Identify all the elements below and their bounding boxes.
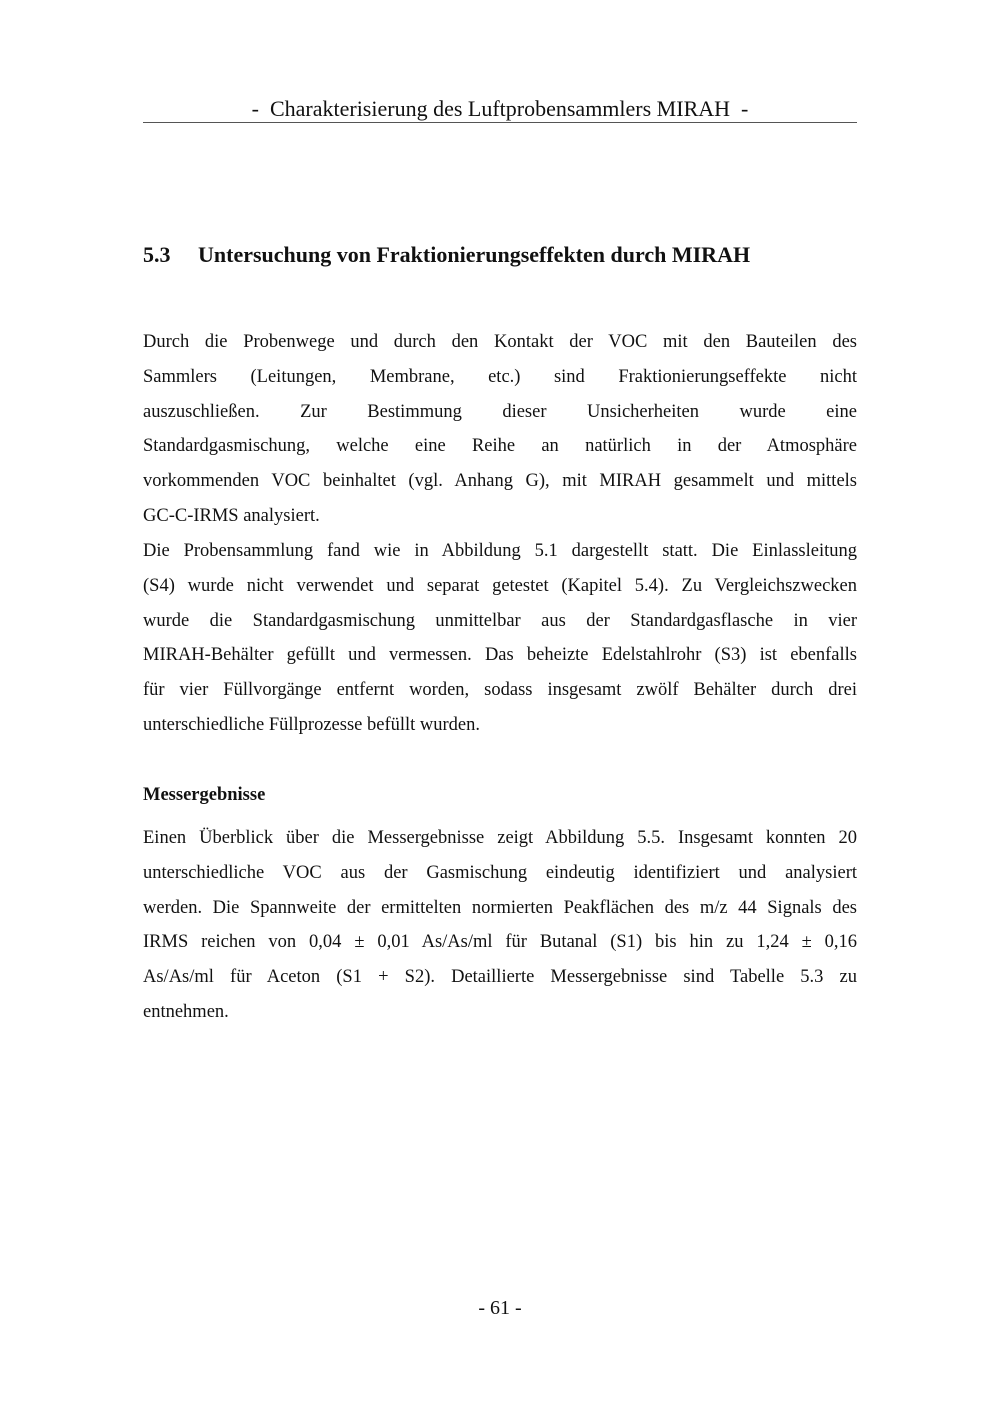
text-line: GC-C-IRMS analysiert.	[143, 505, 320, 526]
paragraph-results	[143, 821, 857, 1030]
running-header: - Charakterisierung des Luftprobensammlers MIRAH -	[251, 96, 749, 121]
text-line: werden. Die Spannweite der ermittelten normierten Peakflächen des m/z 44 Signals des	[143, 897, 857, 918]
text-line: IRMS reichen von 0,04 ± 0,01 As/As/ml für Butanal (S1) bis hin zu 1,24 ± 0,16	[143, 932, 857, 953]
paragraph-sampling	[143, 534, 857, 743]
text-line: Die Probensammlung fand wie in Abbildung 5.1 dargestellt statt. Die Einlassleitung	[143, 541, 857, 561]
text-line: Standardgasmischung, welche eine Reihe an natürlich in der Atmosphäre	[143, 436, 857, 457]
text-line: Sammlers (Leitungen, Membrane, etc.) sind Fraktionierungseffekte nicht	[143, 366, 857, 387]
text-line: unterschiedliche VOC aus der Gasmischung eindeutig identifiziert und analysiert	[143, 862, 857, 883]
text-line: unterschiedliche Füllprozesse befüllt wurden.	[143, 714, 481, 735]
text-line: auszuschließen. Zur Bestimmung dieser Unsicherheiten wurde eine	[143, 401, 857, 422]
section-heading	[143, 240, 857, 270]
section-number: 5.3	[143, 242, 171, 267]
text-line: Einen Überblick über die Messergebnisse zeigt Abbildung 5.5. Insgesamt konnten 20	[143, 828, 857, 848]
text-line: entnehmen.	[143, 1001, 229, 1022]
text-line: wurde die Standardgasmischung unmittelbar aus der Standardgasflasche in vier	[143, 610, 857, 631]
text-line: MIRAH-Behälter gefüllt und vermessen. Das beheizte Edelstahlrohr (S3) ist ebenfalls	[143, 645, 857, 666]
text-line: As/As/ml für Aceton (S1 + S2). Detaillierte Messergebnisse sind Tabelle 5.3 zu	[143, 967, 857, 988]
header-rule	[143, 122, 857, 123]
text-line: (S4) wurde nicht verwendet und separat getestet (Kapitel 5.4). Zu Vergleichszwecken	[143, 575, 857, 596]
text-line: Durch die Probenwege und durch den Kontakt der VOC mit den Bauteilen des	[143, 332, 857, 352]
text-line: vorkommenden VOC beinhaltet (vgl. Anhang G), mit MIRAH gesammelt und mittels	[143, 471, 857, 492]
text-line: für vier Füllvorgänge entfernt worden, sodass insgesamt zwölf Behälter durch drei	[143, 680, 857, 701]
section-title: Untersuchung von Fraktionierungseffekten durch MIRAH	[198, 242, 751, 267]
page-number: - 61 -	[478, 1297, 522, 1319]
paragraph-intro	[143, 325, 857, 534]
subheading-results: Messergebnisse	[143, 785, 266, 805]
